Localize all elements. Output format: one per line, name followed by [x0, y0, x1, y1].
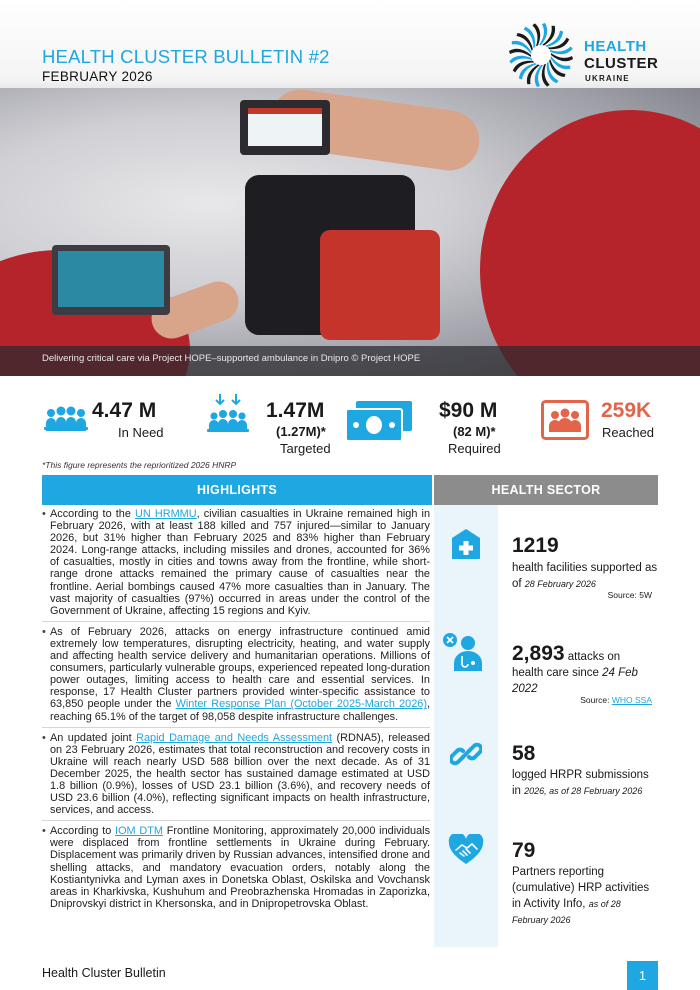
winter-response-plan-link[interactable]: Winter Response Plan (October 2025-March 2026) — [175, 698, 427, 711]
kpi-reached-label: Reached — [602, 425, 655, 440]
facilities-supported-value: 1219 — [512, 534, 559, 557]
handshake-heart-icon — [448, 834, 484, 866]
chain-link-icon — [450, 738, 482, 770]
money-icon — [346, 401, 412, 441]
logo-word-ukraine: UKRAINE — [585, 74, 630, 83]
page-number: 1 — [627, 961, 658, 990]
kpi-reached-value: 259K — [601, 399, 652, 422]
kpi-in-need-value: 4.47 M — [92, 399, 157, 422]
photo-caption: Delivering critical care via Project HOPE–supported ambulance in Dnipro © Project HOPE — [42, 353, 421, 364]
highlight-item: • As of February 2026, attacks on energy infrastructure continued amid extremely low temperatures, disrupting electricity, heating, and water supply and affecting health service delivery and humanitarian operations. Millions of consumers, particularly vulnerable groups, experienced repeated long-duration power outages, limiting access to health care and essential services. In response, 17 Health Cluster partners provided winter-specific assistance to 63,850 people under the Winter Response Plan (October 2025-March 2026), reaching 65.1% of the target of 98,058 despite infrastructure challenges. — [42, 626, 430, 723]
bulletin-title: HEALTH CLUSTER BULLETIN #2 — [42, 46, 330, 67]
hrpr-submissions-text: logged HRPR submissions in 2026, as of 28 February 2026 — [512, 769, 649, 797]
kpi-required-value: $90 M — [439, 399, 498, 422]
health-cluster-logo — [508, 22, 678, 88]
kpi-required-reprioritized: (82 M)* — [453, 424, 496, 439]
cluster-swirl-icon — [508, 22, 574, 88]
doctor-attack-icon — [442, 632, 484, 672]
kpi-in-need-label: In Need — [118, 425, 164, 440]
attacks-source: Source: WHO SSA — [580, 695, 652, 705]
facilities-source: Source: 5W — [607, 590, 652, 600]
highlight-item: • An updated joint Rapid Damage and Needs Assessment (RDNA5), released on 23 February 2026, estimates that total reconstruction and recovery costs in Ukraine will reach nearly USD 588 billion over the next decade. As of 31 December 2025, the health sector has sustained damage estimated at USD 1.8 billion (0.9%), losses of USD 23.1 billion (3.6%), and recovery needs of USD 23.6 billion (4.0%), reflecting significant impacts on health infrastructure, services, and access. — [42, 732, 430, 817]
kpi-targeted-value: 1.47M — [266, 399, 325, 422]
partners-reporting-value: 79 — [512, 839, 536, 862]
attacks-value: 2,893 — [512, 642, 565, 665]
who-ssa-link[interactable]: WHO SSA — [611, 695, 652, 705]
people-group-icon — [42, 401, 90, 439]
highlight-item: • According to the UN HRMMU, civilian casualties in Ukraine remained high in February 2026, with at least 188 killed and 757 injured—similar to January 2026, but 31% higher than February 2025 and 83% higher than February 2024. Long-range attacks, including missiles and drones, accounted for 36% of casualties, mostly in cities and towns away from the frontline, while short-range drone attacks remained the primary cause of casualties near the frontline. Aerial bombings caused 47% more casualties than in January. The vast majority of casualties (97%) occurred in areas under the control of the Government of Ukraine, affecting 15 regions and Kyiv. — [42, 508, 430, 617]
highlights-header: HIGHLIGHTS — [42, 475, 432, 505]
kpi-targeted-label: Targeted — [280, 441, 331, 456]
kpi-targeted-reprioritized: (1.27M)* — [276, 424, 326, 439]
bulletin-date: FEBRUARY 2026 — [42, 69, 153, 84]
health-sector-icon-column — [434, 505, 498, 947]
hospital-plus-icon — [451, 528, 481, 560]
logo-word-cluster: CLUSTER — [584, 55, 659, 72]
logo-word-health: HEALTH — [584, 38, 647, 55]
health-sector-header: HEALTH SECTOR — [434, 475, 658, 505]
highlight-item: • According to IOM DTM Frontline Monitoring, approximately 20,000 individuals were displaced from frontline settlements in Ukraine during February. Displacement was primarily driven by Russian advances, intensified drone and shelling attacks, and mandatory evacuation orders, notably along the Kostiantynivka and Lyman axes in Donetska Oblast, Oskilska and Vovchansk areas in Kharkivska, Kushuhum and Preobrazhenska Hromadas in Zaporizka, Dniprovskyi district in Khersonska, and in Dnipropetrovska Oblast. — [42, 825, 430, 910]
facilities-supported-text: health facilities supported as of 28 February 2026 — [512, 562, 658, 590]
attacks-text: health care since 24 Feb 2022 — [512, 667, 638, 695]
people-targeted-icon — [204, 392, 252, 440]
un-hrmmu-link[interactable]: UN HRMMU — [135, 508, 197, 520]
hrpr-submissions-value: 58 — [512, 742, 536, 765]
iom-dtm-link[interactable]: IOM DTM — [115, 825, 163, 838]
kpi-required-label: Required — [448, 441, 501, 456]
highlights-list — [42, 508, 430, 914]
people-reached-icon — [541, 400, 589, 440]
rdna-link[interactable]: Rapid Damage and Needs Assessment — [136, 731, 333, 744]
partners-reporting-text: Partners reporting (cumulative) HRP activities in Activity Info, as of 28 February 2026 — [512, 866, 650, 925]
kpi-footnote: *This figure represents the reprioritized 2026 HNRP — [42, 460, 237, 470]
footer-label: Health Cluster Bulletin — [42, 966, 166, 980]
attacks-value-row: 2,893 attacks on — [512, 642, 621, 665]
